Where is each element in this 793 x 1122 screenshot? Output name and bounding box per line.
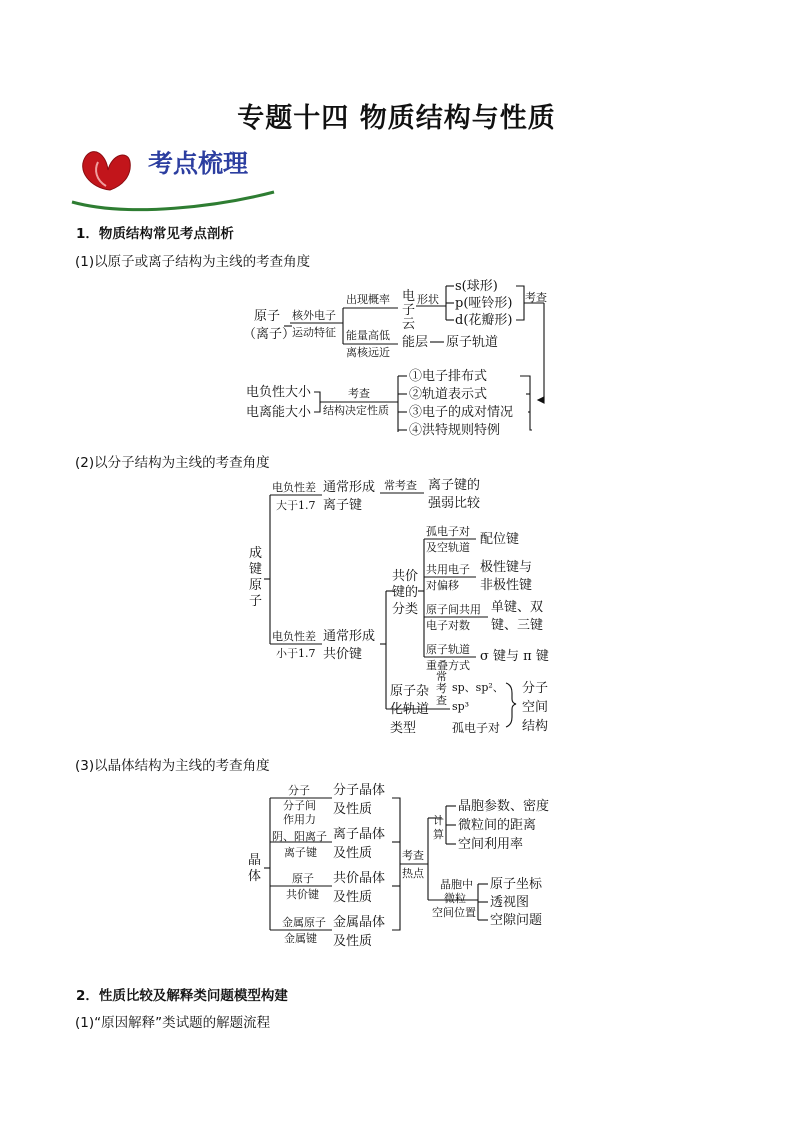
d3-k2: 微粒间的距离 xyxy=(458,818,537,833)
d2-c1: 原子间共用 xyxy=(426,603,481,616)
d3-i4: 及性质 xyxy=(333,846,373,861)
banner-swoosh xyxy=(72,192,274,210)
d3-mt2: 金属键 xyxy=(284,932,317,945)
d2-d3: σ 键与 π 键 xyxy=(480,649,549,664)
d2-a2: 及空轨道 xyxy=(426,541,470,554)
d1-ion: （离子） xyxy=(243,327,296,342)
d1-check2: 考查 xyxy=(348,387,370,400)
d1-i4: ④洪特规则特例 xyxy=(409,423,501,438)
d2-d1: 原子轨道 xyxy=(426,643,470,656)
d3-pos1: 晶胞中 xyxy=(440,878,473,891)
d2-b4: 非极性键 xyxy=(480,578,533,593)
d3-calc1: 计 xyxy=(433,814,444,827)
d2-b3: 极性键与 xyxy=(480,560,533,575)
d2-cov2: 共价键 xyxy=(323,647,363,662)
d3-mt3: 金属晶体 xyxy=(333,915,386,930)
d3-hot2: 热点 xyxy=(402,867,424,880)
banner-label: 考点梳理 xyxy=(148,149,249,178)
d3-c1: 原子 xyxy=(292,872,314,885)
d3-m3: 作用力 xyxy=(283,813,316,826)
d3-c3: 共价晶体 xyxy=(333,871,386,886)
d2-sp3: sp³ xyxy=(452,700,470,713)
d3-c2: 共价键 xyxy=(286,888,319,901)
d2-cls1: 共价 xyxy=(392,569,419,584)
d3-m1: 分子 xyxy=(288,784,310,797)
d2-en-small1: 电负性差 xyxy=(272,630,316,643)
d2-hy3: 类型 xyxy=(390,721,417,736)
d1-s: s(球形) xyxy=(455,279,498,294)
d1-dz: 电 xyxy=(402,289,416,304)
d2-en-big2: 大于1.7 xyxy=(276,499,316,512)
d3-i2: 离子键 xyxy=(284,846,317,859)
d1-shape: 形状 xyxy=(417,293,439,306)
d2-a3: 配位键 xyxy=(480,532,520,547)
d1-i1: ①电子排布式 xyxy=(409,369,488,384)
d3-hot1: 考查 xyxy=(402,849,424,862)
d3-mt1: 金属原子 xyxy=(282,916,326,929)
d3-pos2: 微粒 xyxy=(444,892,466,905)
d1-energy1: 能量高低 xyxy=(346,329,390,342)
d2-hy1: 原子杂 xyxy=(390,684,430,699)
d1-prob: 出现概率 xyxy=(346,293,390,306)
diagram-crystal-structure xyxy=(0,778,793,958)
d3-pos3: 空间位置 xyxy=(432,906,476,919)
d2-ck3: 查 xyxy=(436,694,447,707)
d3-k3: 空间利用率 xyxy=(458,837,524,852)
section1-sub2: (2)以分子结构为主线的考查角度 xyxy=(75,455,270,471)
d1-struct: 结构决定性质 xyxy=(323,404,389,417)
d2-often: 常考查 xyxy=(384,479,417,492)
section2-heading: 2．性质比较及解释类问题模型构建 xyxy=(76,988,288,1004)
page-title: 专题十四 物质结构与性质 xyxy=(237,103,556,134)
d2-ionic2: 离子键 xyxy=(323,498,363,513)
d2-cls2: 键的 xyxy=(392,585,419,600)
d1-zz: 子 xyxy=(402,303,416,318)
d1-level: 能层 xyxy=(402,335,429,350)
d1-check: 考查 xyxy=(525,291,547,304)
d3-i3: 离子晶体 xyxy=(333,827,386,842)
d2-a1: 孤电子对 xyxy=(426,525,470,538)
d1-d: d(花瓣形) xyxy=(455,313,513,328)
d3-i1: 阴、阳离子 xyxy=(272,830,327,843)
d2-strength1: 离子键的 xyxy=(428,478,481,493)
section-banner xyxy=(70,140,290,215)
d1-ionize: 电离能大小 xyxy=(246,405,312,420)
d2-d2: 重叠方式 xyxy=(426,659,470,672)
d2-c4: 键、三键 xyxy=(491,618,544,633)
section1-sub3: (3)以晶体结构为主线的考查角度 xyxy=(75,758,270,774)
d2-mol3: 结构 xyxy=(522,719,549,734)
d2-mol2: 空间 xyxy=(522,700,549,715)
d2-root3: 原 xyxy=(249,578,263,593)
d3-m4: 分子晶体 xyxy=(333,783,386,798)
d2-en-small2: 小于1.7 xyxy=(276,647,316,660)
d2-b2: 对偏移 xyxy=(426,579,459,592)
d3-p1: 原子坐标 xyxy=(490,877,543,892)
d2-cov1: 通常形成 xyxy=(323,629,376,644)
d2-cls3: 分类 xyxy=(392,602,419,617)
d3-root1: 晶 xyxy=(248,853,262,868)
d3-calc2: 算 xyxy=(433,828,444,841)
d2-ionic1: 通常形成 xyxy=(323,480,376,495)
d2-b1: 共用电子 xyxy=(426,563,470,576)
d1-p: p(哑铃形) xyxy=(455,296,513,311)
section2-sub1: (1)“原因解释”类试题的解题流程 xyxy=(75,1015,271,1031)
d2-c3: 单键、双 xyxy=(491,600,544,615)
d2-root4: 子 xyxy=(249,594,263,609)
d1-hw1: 核外电子 xyxy=(292,309,336,322)
d2-ck1: 常 xyxy=(436,670,447,683)
d1-orbital: 原子轨道 xyxy=(446,335,499,350)
section1-heading: 1．物质结构常见考点剖析 xyxy=(76,226,234,242)
d3-c4: 及性质 xyxy=(333,890,373,905)
d1-atom: 原子 xyxy=(254,309,281,324)
diagram-atom-structure xyxy=(0,270,793,440)
d2-strength2: 强弱比较 xyxy=(428,496,481,511)
d3-m5: 及性质 xyxy=(333,802,373,817)
d2-sp: sp、sp²、 xyxy=(452,681,504,694)
d2-en-big1: 电负性差 xyxy=(272,481,316,494)
d2-root2: 键 xyxy=(249,562,263,577)
d3-m2: 分子间 xyxy=(283,799,316,812)
d3-k1: 晶胞参数、密度 xyxy=(458,799,550,814)
d2-lone: 孤电子对 xyxy=(452,721,501,735)
diagram-molecular-structure xyxy=(0,473,793,743)
d3-root2: 体 xyxy=(248,869,262,884)
d2-ck2: 考 xyxy=(436,682,447,695)
d2-root1: 成 xyxy=(249,546,263,561)
d1-i3: ③电子的成对情况 xyxy=(409,405,514,420)
d2-mol1: 分子 xyxy=(522,681,549,696)
d3-p2: 透视图 xyxy=(490,895,530,910)
d2-hy2: 化轨道 xyxy=(390,702,430,717)
d2-c2: 电子对数 xyxy=(426,619,470,632)
d1-i2: ②轨道表示式 xyxy=(409,387,488,402)
d1-hw2: 运动特征 xyxy=(292,326,336,339)
d3-mt4: 及性质 xyxy=(333,934,373,949)
d3-p3: 空隙问题 xyxy=(490,913,543,928)
section1-sub1: (1)以原子或离子结构为主线的考查角度 xyxy=(75,254,311,270)
d1-yz: 云 xyxy=(402,317,416,332)
d1-energy2: 离核远近 xyxy=(346,346,390,359)
butterfly-icon xyxy=(83,152,131,190)
d1-eneg: 电负性大小 xyxy=(246,385,312,400)
